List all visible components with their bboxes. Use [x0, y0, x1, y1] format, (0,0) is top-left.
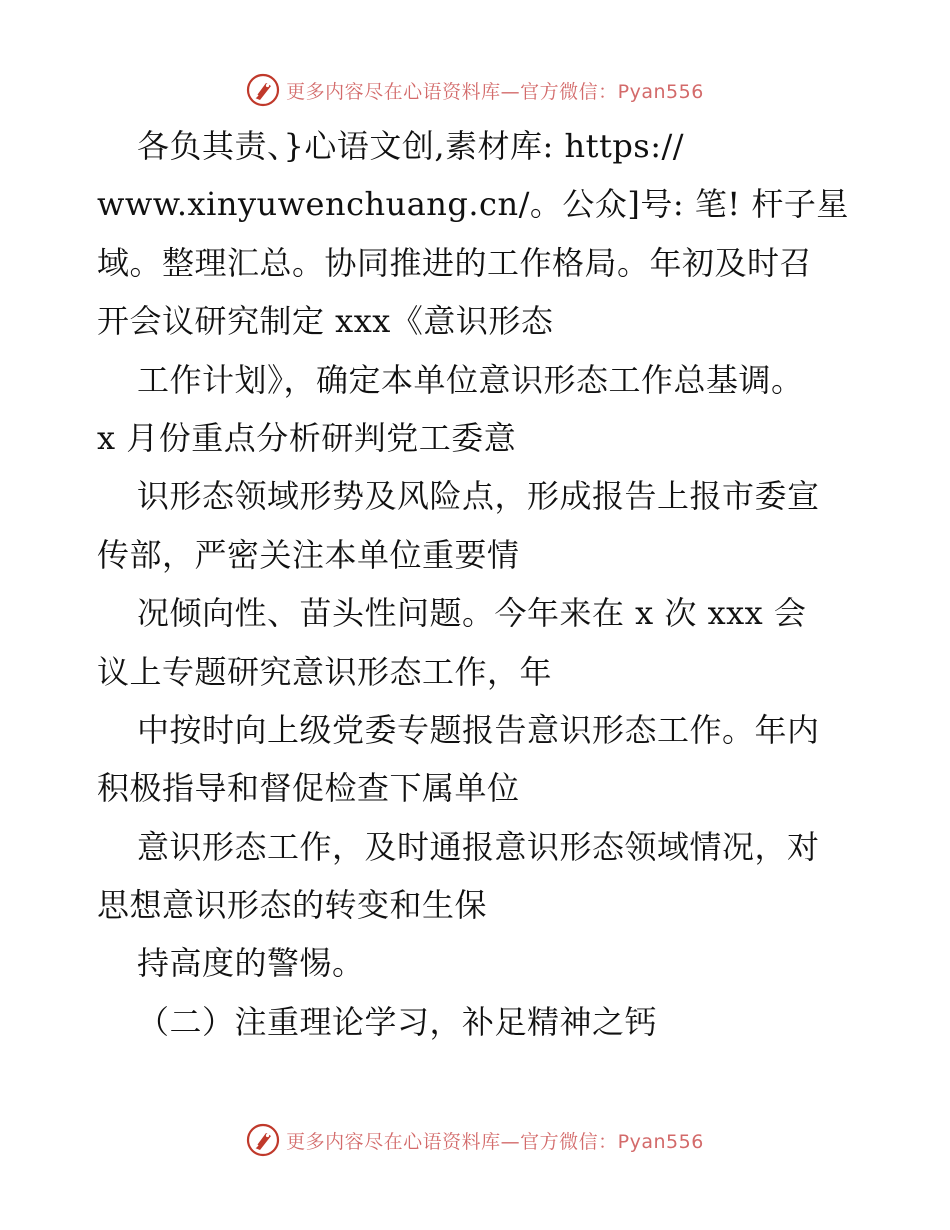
text-line: x 月份重点分析研判党工委意 [97, 418, 517, 457]
text-line: 传部，严密关注本单位重要情 [97, 535, 520, 574]
watermark-text: 更多内容尽在心语资料库—官方微信：Pyan556 [286, 80, 704, 103]
document-body [97, 117, 857, 1051]
text-line: （二）注重理论学习，补足精神之钙 [137, 1002, 658, 1041]
pen-nib-logo-icon [246, 1123, 280, 1157]
text-line: 持高度的警惕。 [137, 944, 365, 983]
text-line: 工作计划》，确定本单位意识形态工作总基调。 [137, 360, 804, 399]
pen-nib-logo-icon [246, 73, 280, 107]
text-line: www.xinyuwenchuang.cn/。公众]号: 笔! 杆子星 [97, 185, 849, 224]
text-line: 意识形态工作，及时通报意识形态领域情况，对 [137, 827, 820, 866]
text-line: 积极指导和督促检查下属单位 [97, 769, 520, 808]
text-line: 况倾向性、苗头性问题。今年来在 x 次 xxx 会 [137, 594, 807, 633]
footer-watermark [0, 1120, 950, 1160]
text-line: 域。整理汇总。协同推进的工作格局。年初及时召 [97, 243, 813, 282]
header-watermark [0, 70, 950, 110]
watermark-text: 更多内容尽在心语资料库—官方微信：Pyan556 [286, 1130, 704, 1153]
text-line: 议上专题研究意识形态工作，年 [97, 652, 553, 691]
text-line: 各负其责、}心语文创,素材库: https:// [137, 127, 685, 165]
text-line: 思想意识形态的转变和生保 [97, 886, 488, 925]
text-line: 识形态领域形势及风险点，形成报告上报市委宣 [137, 477, 820, 516]
text-line: 中按时向上级党委专题报告意识形态工作。年内 [137, 710, 820, 749]
text-line: 开会议研究制定 xxx《意识形态 [97, 302, 554, 341]
